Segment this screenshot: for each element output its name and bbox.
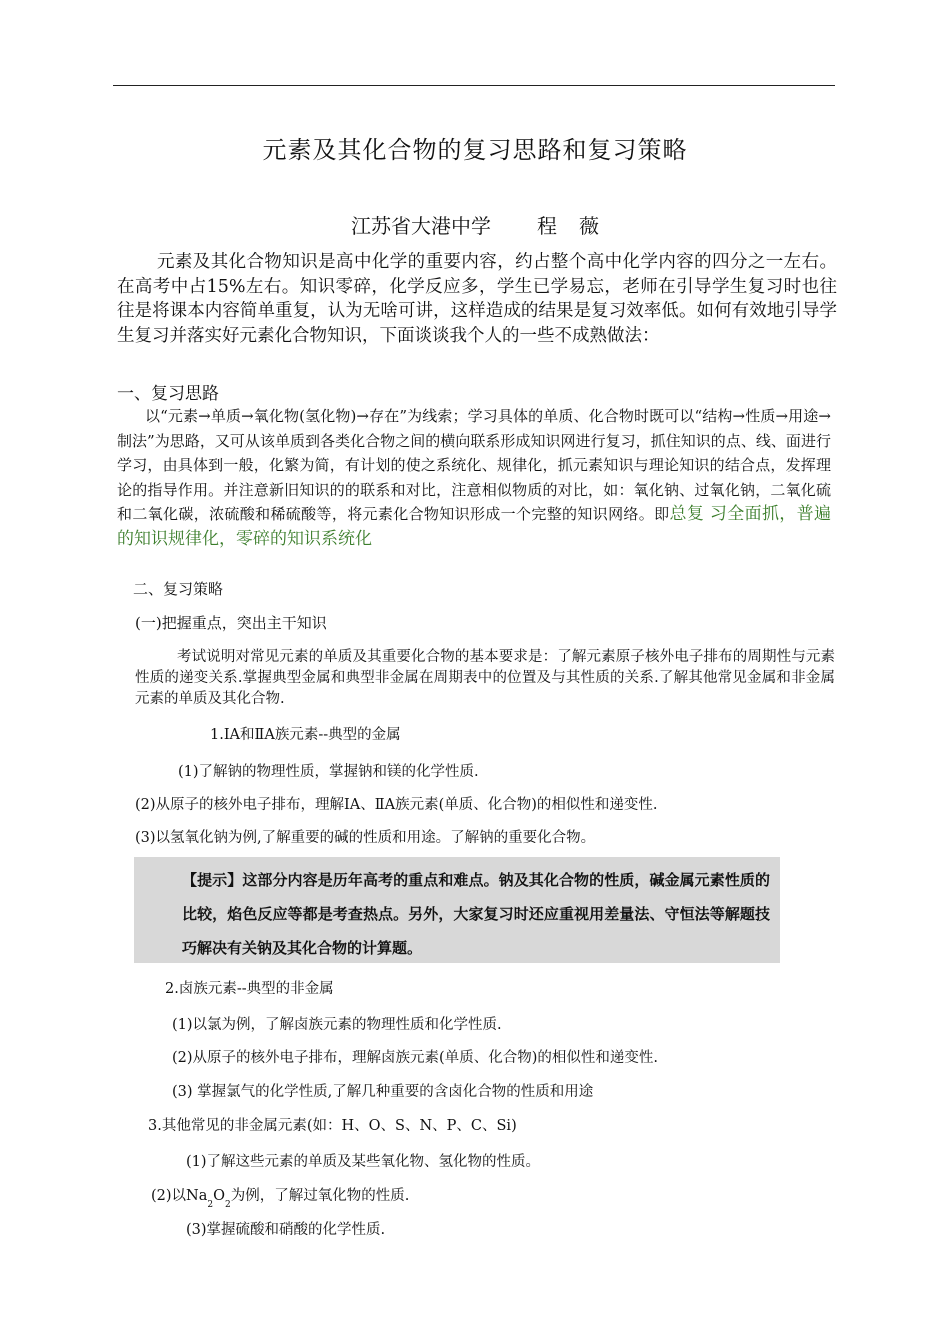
author-line — [0, 210, 950, 239]
item3-point-a: (1)了解这些元素的单质及某些氧化物、氢化物的性质。 — [186, 1154, 541, 1170]
intro-paragraph: 元素及其化合物知识是高中化学的重要内容，约占整个高中化学内容的四分之一左右。在高考中占15%左右。知识零碎，化学反应多，学生已学易忘，老师在引导学生复习时也往往是将课本内容简单重复，认为无啥可讲，这样造成的结果是复习效率低。如何有效地引导学生复习并落实好元素化合物知识，下面谈谈我个人的一些不成熟做法： — [117, 252, 837, 346]
section2-sub1-heading: (一)把握重点，突出主干知识 — [135, 614, 327, 632]
header-rule — [113, 85, 835, 86]
author-school: 江苏省大港中学 — [351, 214, 491, 238]
item1-point-c: (3)以氢氧化钠为例,了解重要的碱的性质和用途。了解钠的重要化合物。 — [135, 830, 596, 846]
item3-point-b — [151, 1184, 410, 1210]
item3-point-c: (3)掌握硫酸和硝酸的化学性质. — [186, 1222, 386, 1238]
doc-title: 元素及其化合物的复习思路和复习策略 — [262, 136, 688, 164]
author-name-1: 程 — [537, 214, 557, 238]
item2-point-c: (3) 掌握氯气的化学性质,了解几种重要的含卤化合物的性质和用途 — [172, 1084, 594, 1100]
author-name-2: 薇 — [579, 214, 599, 238]
item2-point-a: (1)以氯为例，了解卤族元素的物理性质和化学性质. — [172, 1017, 502, 1033]
tip-box: 【提示】这部分内容是历年高考的重点和难点。钠及其化合物的性质，碱金属元素性质的比较，焰色反应等都是考查热点。另外，大家复习时还应重视用差量法、守恒法等解题技巧解决有关钠及其化合物的计算题。 — [134, 857, 780, 963]
item1-point-b: (2)从原子的核外电子排布，理解ⅠA、ⅡA族元素(单质、化合物)的相似性和递变性. — [135, 797, 658, 813]
section2-paragraph: 考试说明对常见元素的单质及其重要化合物的基本要求是：了解元素原子核外电子排布的周期性与元素性质的递变关系.掌握典型金属和典型非金属在周期表中的位置及与其性质的关系.了解其他常见金属和非金属元素的单质及其化合物. — [135, 649, 835, 707]
item1-point-a: (1)了解钠的物理性质，掌握钠和镁的化学性质. — [178, 764, 479, 780]
section1-highlight: 总复 习全面抓，普遍的知识规律化，零碎的知识系统化 — [117, 504, 831, 549]
section2-heading: 二、复习策略 — [133, 580, 224, 598]
item3-b-sub1: 2 — [207, 1200, 214, 1210]
item2-title: 2.卤族元素--典型的非金属 — [165, 981, 334, 997]
item1-title: 1.ⅠA和ⅡA族元素--典型的金属 — [210, 727, 401, 743]
item3-b-sub2: 2 — [225, 1200, 231, 1210]
section1-heading: 一、复习思路 — [117, 384, 219, 404]
item3-b-prefix: (2)以Na — [151, 1188, 208, 1204]
section1-paragraph — [117, 404, 831, 551]
item3-b-suffix: 为例，了解过氧化物的性质. — [230, 1188, 410, 1204]
section1-body: 以“元素→单质→氧化物(氢化物)→存在”为线索；学习具体的单质、化合物时既可以“结构→性质→用途→制法”为思路，又可从该单质到各类化合物之间的横向联系形成知识网进行复习，抓住知识的点、线、面进行学习，由具体到一般，化繁为简，有计划的使之系统化、规律化，抓元素知识与理论知识的结合点，发挥理论的指导作用。并注意新旧知识的的联系和对比，注意相似物质的对比，如：氧化钠、过氧化钠，二氧化硫和二氧化碳，浓硫酸和稀硫酸等，将元素化合物知识形成一个完整的知识网络。即 — [117, 407, 831, 523]
item3-title: 3.其他常见的非金属元素(如：H、O、S、N、P、C、Si) — [148, 1118, 517, 1134]
item2-point-b: (2)从原子的核外电子排布，理解卤族元素(单质、化合物)的相似性和递变性. — [172, 1050, 658, 1066]
item3-b-oxygen: O — [213, 1188, 225, 1204]
